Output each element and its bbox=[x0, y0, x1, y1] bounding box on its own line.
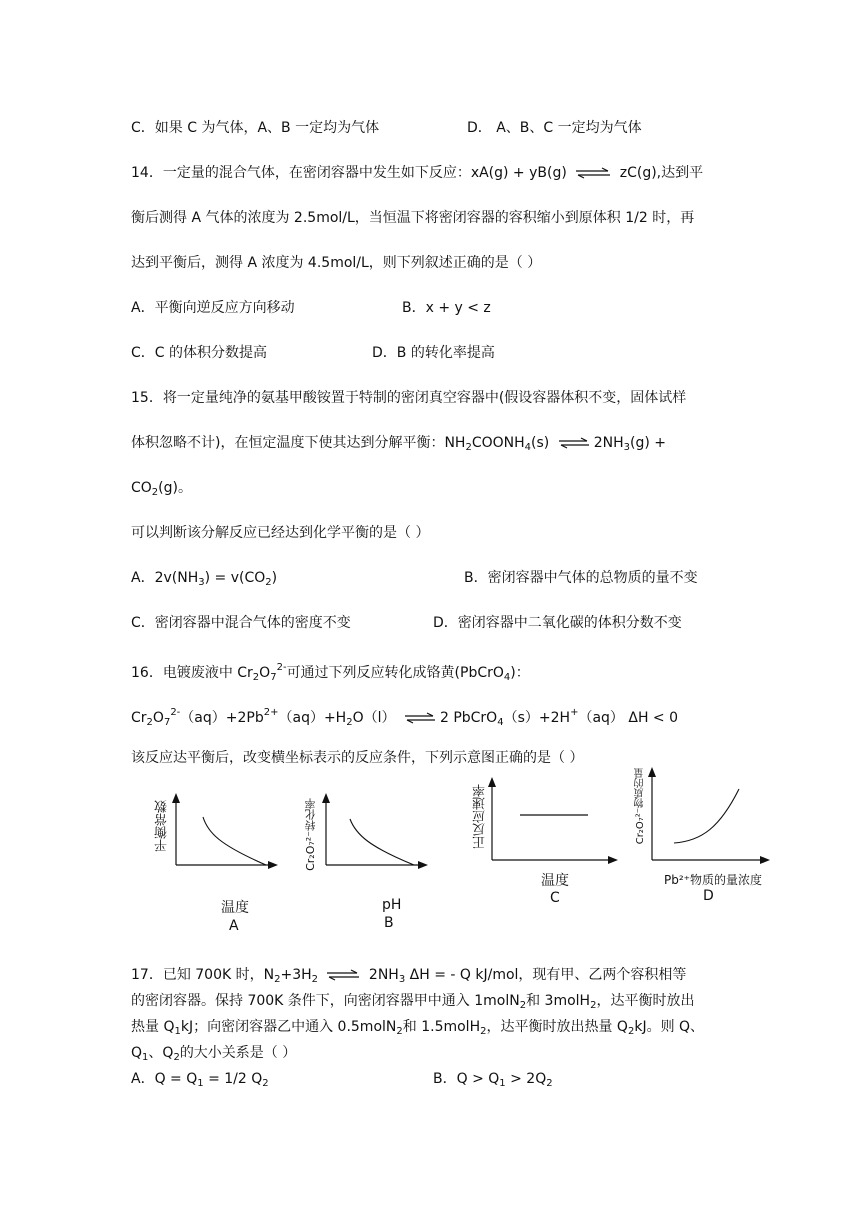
q15-option-a bbox=[131, 569, 277, 592]
q15-text: 体积忽略不计)，在恒定温度下使其达到分解平衡：NH bbox=[131, 435, 466, 451]
q16-stem-line1 bbox=[131, 659, 530, 687]
diagram-b-ylabel: Cr₂O₇²⁻转化率 bbox=[304, 798, 317, 871]
q14-option-b: B．x + y < z bbox=[402, 300, 491, 316]
q16-text: （aq）+H bbox=[278, 710, 347, 726]
q17-text: Q bbox=[131, 1045, 143, 1061]
subscript: 2 bbox=[173, 1052, 180, 1063]
subscript: 1 bbox=[197, 1078, 204, 1089]
equilibrium-arrow-icon bbox=[403, 712, 437, 724]
q16-text: O bbox=[152, 710, 164, 726]
q14-stem-line3: 达到平衡后，测得 A 浓度为 4.5mol/L，则下列叙述正确的是（ ） bbox=[131, 255, 542, 271]
q17-text: > 2Q bbox=[505, 1071, 547, 1087]
q17-text: +3H bbox=[280, 967, 312, 983]
q16-text: 2 PbCrO bbox=[439, 710, 498, 726]
q14-option-c: C．C 的体积分数提高 bbox=[131, 345, 268, 361]
q17-text: ，达平衡时放出热量 Q bbox=[486, 1019, 628, 1035]
subscript: 2 bbox=[546, 1078, 553, 1089]
q17-text: 热量 Q bbox=[131, 1019, 175, 1035]
q15-stem-line4: 可以判断该分解反应已经达到化学平衡的是（ ） bbox=[131, 525, 430, 541]
subscript: 2 bbox=[627, 1026, 635, 1037]
q15-text: CO bbox=[131, 480, 152, 496]
subscript: 2 bbox=[265, 577, 272, 588]
subscript: 2 bbox=[311, 974, 319, 985]
q16-text: O bbox=[259, 665, 271, 681]
q17-text: 和 1.5molH bbox=[402, 1019, 481, 1035]
superscript: 2- bbox=[276, 662, 287, 673]
superscript: 2- bbox=[170, 707, 181, 718]
subscript: 2 bbox=[274, 974, 281, 985]
subscript: 4 bbox=[503, 672, 511, 683]
subscript: 1 bbox=[174, 1026, 181, 1037]
diagram-a-ylabel: 平衡常数 bbox=[155, 800, 170, 852]
subscript: 2 bbox=[262, 1078, 269, 1089]
subscript: 1 bbox=[142, 1052, 149, 1063]
equilibrium-arrow-icon bbox=[574, 167, 612, 179]
q17-text: ΔH = - Q kJ/mol，现有甲、乙两个容积相等 bbox=[405, 967, 687, 983]
q15-text: A．2v(NH bbox=[131, 570, 199, 586]
q16-text: （aq） ΔH < 0 bbox=[578, 710, 679, 726]
q15-stem-line2 bbox=[131, 434, 666, 457]
q16-text: )： bbox=[510, 665, 530, 681]
superscript: 2+ bbox=[263, 707, 279, 718]
q16-text: O（l） bbox=[352, 710, 396, 726]
diagram-a-xlabel: 温度 bbox=[221, 900, 249, 916]
q17-text: 17．已知 700K 时，N bbox=[131, 967, 275, 983]
subscript: 2 bbox=[480, 1026, 487, 1037]
subscript: 2 bbox=[465, 442, 472, 453]
diagram-c-tag: C bbox=[550, 890, 560, 906]
q17-text: kJ。则 Q、 bbox=[634, 1019, 705, 1035]
q17-text: = 1/2 Q bbox=[203, 1071, 263, 1087]
q13-option-d: D． A、B、C 一定均为气体 bbox=[467, 120, 642, 136]
q16-equation bbox=[131, 704, 678, 732]
diagram-c-xlabel: 温度 bbox=[541, 873, 569, 889]
q15-text: 2NH bbox=[593, 435, 624, 451]
subscript: 4 bbox=[497, 717, 504, 728]
subscript: 2 bbox=[396, 1026, 403, 1037]
subscript: 3 bbox=[623, 442, 631, 453]
subscript: 2 bbox=[519, 1000, 527, 1011]
q17-stem-line1 bbox=[131, 966, 686, 989]
subscript: 2 bbox=[590, 1000, 597, 1011]
q17-text: kJ；向密闭容器乙中通入 0.5molN bbox=[180, 1019, 397, 1035]
q14-option-d: D．B 的转化率提高 bbox=[372, 345, 495, 361]
q17-stem-line3 bbox=[131, 1018, 704, 1041]
subscript: 3 bbox=[398, 974, 406, 985]
q16-text: Cr bbox=[131, 710, 147, 726]
q13-option-c: C．如果 C 为气体，A、B 一定均为气体 bbox=[131, 120, 380, 136]
subscript: 2 bbox=[346, 717, 353, 728]
diagram-a-tag: A bbox=[229, 918, 239, 934]
q17-option-a bbox=[131, 1070, 269, 1093]
subscript: 4 bbox=[524, 442, 532, 453]
q17-text: A．Q = Q bbox=[131, 1071, 198, 1087]
q16-text: 16．电镀废液中 Cr bbox=[131, 665, 253, 681]
q14-text: zC(g),达到平 bbox=[619, 165, 704, 181]
q15-option-b: B．密闭容器中气体的总物质的量不变 bbox=[464, 570, 698, 586]
q17-text: 和 3molH bbox=[526, 993, 591, 1009]
q15-text: (s) bbox=[531, 435, 550, 451]
q15-text: ) = v(CO bbox=[204, 570, 266, 586]
subscript: 2 bbox=[151, 487, 159, 498]
subscript: 3 bbox=[198, 577, 205, 588]
q15-stem-line1: 15．将一定量纯净的氨基甲酸铵置于特制的密闭真空容器中(假设容器体积不变，固体试样 bbox=[131, 390, 687, 406]
diagram-d-tag: D bbox=[703, 888, 714, 904]
subscript: 2 bbox=[252, 672, 260, 683]
subscript: 7 bbox=[163, 717, 171, 728]
diagram-c-ylabel: 正反应速率 bbox=[473, 784, 488, 849]
q17-text: 的大小关系是（ ） bbox=[179, 1045, 297, 1061]
q17-option-b bbox=[433, 1070, 553, 1093]
q15-option-c: C．密闭容器中混合气体的密度不变 bbox=[131, 615, 351, 631]
q14-stem-line1 bbox=[131, 164, 703, 182]
q17-stem-line4 bbox=[131, 1044, 296, 1067]
q16-text: 可通过下列反应转化成铬黄(PbCrO bbox=[286, 665, 504, 681]
subscript: 7 bbox=[270, 672, 277, 683]
diagram-c-axes bbox=[484, 777, 620, 867]
diagram-b-xlabel: pH bbox=[382, 897, 402, 913]
diagram-a-axes bbox=[168, 793, 280, 873]
equilibrium-arrow-icon bbox=[557, 437, 591, 449]
subscript: 1 bbox=[499, 1078, 506, 1089]
diagram-d-xlabel: Pb²⁺物质的量浓度 bbox=[664, 873, 762, 887]
q15-text: ) bbox=[271, 570, 278, 586]
superscript: + bbox=[570, 707, 579, 718]
q17-text: 的密闭容器。保持 700K 条件下，向密闭容器甲中通入 1molN bbox=[131, 993, 520, 1009]
q17-text: 、Q bbox=[148, 1045, 174, 1061]
diagram-d-curve bbox=[674, 789, 739, 843]
q14-text: 14．一定量的混合气体，在密闭容器中发生如下反应：xA(g) + yB(g) bbox=[131, 165, 567, 181]
subscript: 2 bbox=[146, 717, 153, 728]
q15-text: (g)。 bbox=[158, 480, 192, 496]
q14-stem-line2: 衡后测得 A 气体的浓度为 2.5mol/L，当恒温下将密闭容器的容积缩小到原体积 1/2 时，再 bbox=[131, 210, 695, 226]
q16-text: （s）+2H bbox=[503, 710, 571, 726]
diagram-b-curve bbox=[350, 819, 414, 865]
diagram-d-ylabel: Cr₂O₇²⁻物质的量 bbox=[635, 768, 646, 845]
diagram-a-curve bbox=[203, 817, 266, 865]
q16-stem-line3: 该反应达平衡后，改变横坐标表示的反应条件，下列示意图正确的是（ ） bbox=[131, 750, 584, 766]
q17-stem-line2 bbox=[131, 992, 694, 1015]
q15-stem-line3 bbox=[131, 479, 192, 502]
q17-text: 2NH bbox=[368, 967, 399, 983]
diagram-d-axes bbox=[644, 767, 772, 867]
q15-text: COONH bbox=[471, 435, 525, 451]
diagram-b-axes bbox=[318, 793, 430, 873]
q15-text: (g) + bbox=[630, 435, 667, 451]
q16-text: （aq）+2Pb bbox=[180, 710, 264, 726]
q14-option-a: A．平衡向逆反应方向移动 bbox=[131, 300, 295, 316]
diagram-b-tag: B bbox=[384, 915, 394, 931]
q15-option-d: D．密闭容器中二氧化碳的体积分数不变 bbox=[433, 615, 682, 631]
q17-text: B．Q > Q bbox=[433, 1071, 500, 1087]
q17-text: ，达平衡时放出 bbox=[596, 993, 695, 1009]
equilibrium-arrow-icon bbox=[325, 969, 361, 981]
